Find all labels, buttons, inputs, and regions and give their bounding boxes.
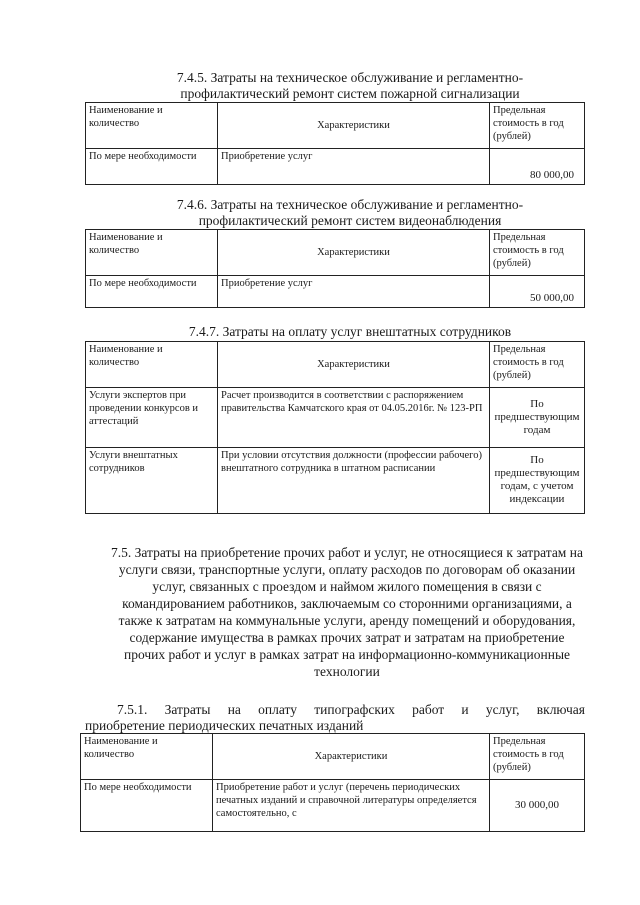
row-characteristics: Приобретение услуг xyxy=(218,149,490,185)
row-price: 80 000,00 xyxy=(490,149,585,185)
row-price: По предшествующим годам xyxy=(490,388,585,448)
header-name: Наименование и количество xyxy=(86,230,218,276)
header-name: Наименование и количество xyxy=(86,342,218,388)
row-price: 50 000,00 xyxy=(490,276,585,308)
row-name: По мере необходимости xyxy=(86,276,218,308)
row-characteristics: Расчет производится в соответствии с распоряжением правительства Камчатского края от 04.05.2016г. № 123-РП xyxy=(218,388,490,448)
row-characteristics: При условии отсутствия должности (профессии рабочего) внештатного сотрудника в штатном расписании xyxy=(218,448,490,514)
row-characteristics: Приобретение услуг xyxy=(218,276,490,308)
table-7-5-1 xyxy=(80,733,585,832)
paragraph-7-5: 7.5. Затраты на приобретение прочих работ и услуг, не относящиеся к затратам на услуги связи, транспортные услуги, оплату расходов по договорам об оказании услуг, связанных с проездом и наймом жилого помещения в связи с командированием работников, заключаемым со сторонними организациями, а также к затратам на коммунальные услуги, аренду помещений и оборудования, содержание имущества в рамках прочих затрат и затратам на приобретение прочих работ и услуг в рамках затрат на информационно-коммуникационные технологии xyxy=(111,545,583,679)
header-price: Предельная стоимость в год (рублей) xyxy=(490,734,585,780)
section-heading-7-4-7 xyxy=(110,324,590,340)
section-heading-7-5-1 xyxy=(85,702,585,734)
heading-line: 7.4.6. Затраты на техническое обслуживание и регламентно- xyxy=(176,197,524,212)
section-heading-7-4-5 xyxy=(110,70,590,102)
heading-line: приобретение периодических печатных изданий xyxy=(85,718,364,733)
header-characteristics: Характеристики xyxy=(218,342,490,388)
header-characteristics: Характеристики xyxy=(213,734,490,780)
row-name: По мере необходимости xyxy=(86,149,218,185)
row-name: Услуги экспертов при проведении конкурсов и аттестаций xyxy=(86,388,218,448)
header-name: Наименование и количество xyxy=(86,103,218,149)
table-7-4-7 xyxy=(85,341,585,514)
row-characteristics: Приобретение работ и услуг (перечень периодических печатных изданий и справочной литературы определяется самостоятельно, с xyxy=(213,780,490,832)
table-7-4-6 xyxy=(85,229,585,308)
row-name: По мере необходимости xyxy=(81,780,213,832)
header-characteristics: Характеристики xyxy=(218,230,490,276)
heading-line: 7.5.1. Затраты на оплату типографских работ и услуг, включая xyxy=(117,702,585,717)
heading-line: 7.4.7. Затраты на оплату услуг внештатных сотрудников xyxy=(188,324,512,339)
header-characteristics: Характеристики xyxy=(218,103,490,149)
header-price: Предельная стоимость в год (рублей) xyxy=(490,103,585,149)
row-name: Услуги внештатных сотрудников xyxy=(86,448,218,514)
table-7-4-5 xyxy=(85,102,585,185)
header-name: Наименование и количество xyxy=(81,734,213,780)
header-price: Предельная стоимость в год (рублей) xyxy=(490,230,585,276)
heading-line: 7.4.5. Затраты на техническое обслуживание и регламентно- xyxy=(176,70,524,85)
section-heading-7-4-6 xyxy=(110,197,590,229)
row-price: По предшествующим годам, с учетом индексации xyxy=(490,448,585,514)
row-price: 30 000,00 xyxy=(490,780,585,832)
heading-line: профилактический ремонт систем пожарной сигнализации xyxy=(180,86,520,101)
heading-line: профилактический ремонт систем видеонаблюдения xyxy=(198,213,502,228)
header-price: Предельная стоимость в год (рублей) xyxy=(490,342,585,388)
